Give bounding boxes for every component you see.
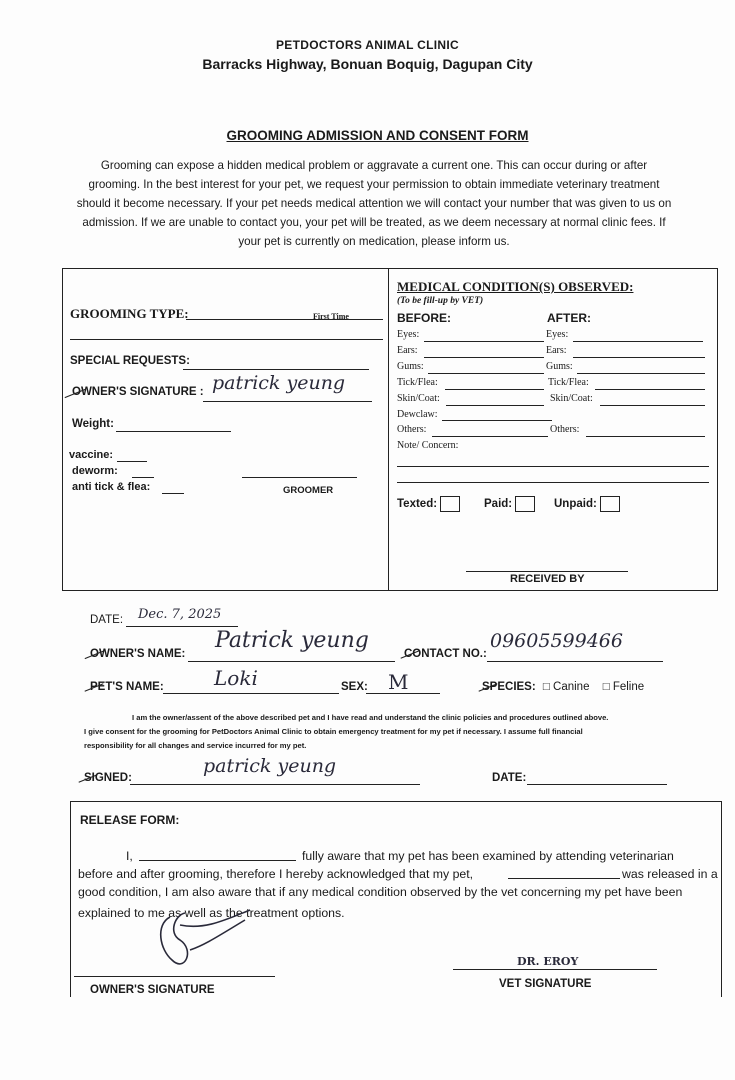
release-line-3: good condition, I am also aware that if any medical condition observed by the vet concerning my pet have been [78,885,683,899]
owner-name-field[interactable] [188,661,395,662]
before-dewclaw-field[interactable] [442,420,552,421]
clinic-name: PETDOCTORS ANIMAL CLINIC [276,38,459,52]
owner-signature-field[interactable] [203,401,372,402]
weight-label: Weight: [72,418,114,430]
vaccine-label: vaccine: [69,449,114,461]
release-line-1-suffix: fully aware that my pet has been examined by attending veterinarian [302,849,674,863]
release-line-4: explained to me as well as the treatment options. [78,906,345,920]
before-skincoat-field[interactable] [446,405,544,406]
release-owner-name-field[interactable] [139,860,296,861]
vet-signature-value: DR. EROY [517,955,579,968]
pet-name-value: Loki [214,666,258,690]
signed-value: patrick yeung [203,755,337,777]
consent-date-label: DATE: [492,772,527,784]
consent-line-1: I am the owner/assent of the above described pet and I have read and understand the clinic policies and procedures outlined above. [132,713,609,722]
species-canine-option[interactable]: □ Canine [542,681,590,693]
medical-title: MEDICAL CONDITION(S) OBSERVED: [397,279,634,294]
weight-field[interactable] [116,431,231,432]
consent-line-3: responsibility for all changes and service incurred for my pet. [84,741,307,750]
after-tickflea-field[interactable] [595,389,705,390]
before-others-label: Others: [397,424,427,435]
before-tickflea-label: Tick/Flea: [397,377,438,388]
consent-date-field[interactable] [527,784,667,785]
before-tickflea-field[interactable] [445,389,544,390]
release-line-2-prefix: before and after grooming, therefore I hereby acknowledged that my pet, [78,867,474,881]
date-label: DATE: [90,614,124,626]
paid-checkbox-group[interactable] [484,496,535,512]
after-skincoat-label: Skin/Coat: [550,393,593,404]
paid-checkbox[interactable] [515,496,535,512]
sex-label: SEX: [341,681,368,693]
contact-value: 09605599466 [490,630,623,652]
consent-line-2: I give consent for the grooming for PetDoctors Animal Clinic to obtain emergency treatment for my pet if necessary. I assume full financial [84,727,583,736]
before-gums-field[interactable] [428,373,544,374]
after-gums-label: Gums: [546,361,573,372]
before-label: BEFORE: [397,311,451,325]
intro-paragraph: Grooming can expose a hidden medical problem or aggravate a current one. This can occur during or after grooming. In the best interest for your pet, we request your permission to obtain immediate veterinary treatment should it become necessary. If your pet needs medical attention we will contact your number that was given to us on admission. If we are unable to contact you, your pet will be treated, as we deem necessary at normal clinic fees. If your pet is currently on medication, please inform us. [76,159,672,248]
grooming-type-field[interactable] [186,319,383,320]
release-owner-signature-label: OWNER'S SIGNATURE [90,984,215,996]
before-dewclaw-label: Dewclaw: [397,409,438,420]
vet-signature-line[interactable] [453,969,657,970]
after-skincoat-field[interactable] [600,405,705,406]
date-field[interactable] [126,626,238,627]
after-ears-field[interactable] [573,357,705,358]
texted-checkbox[interactable] [440,496,460,512]
unpaid-checkbox[interactable] [600,496,620,512]
after-eyes-field[interactable] [573,341,703,342]
grooming-type-field-2[interactable] [70,339,383,340]
owner-signature-scribble [150,905,270,975]
owner-name-label: OWNER'S NAME: [90,648,186,660]
medical-panel-divider [388,268,389,591]
sex-value: M [388,670,409,694]
note-line-2[interactable] [397,482,709,483]
groomer-signature-field[interactable] [242,477,357,478]
after-others-field[interactable] [586,436,705,437]
owner-signature-label: OWNER'S SIGNATURE : [72,386,204,398]
owner-signature-value: patrick yeung [212,372,346,394]
species-group [482,681,644,693]
grooming-type-label: GROOMING TYPE: [70,306,189,321]
first-time-label: First Time [313,312,349,321]
pet-name-label: PET'S NAME: [90,681,164,693]
deworm-label: deworm: [72,465,118,477]
unpaid-checkbox-group[interactable] [554,496,620,512]
after-gums-field[interactable] [577,373,705,374]
pet-name-field[interactable] [163,693,339,694]
after-tickflea-label: Tick/Flea: [548,377,589,388]
before-ears-label: Ears: [397,345,418,356]
anti-tick-field[interactable] [162,493,184,494]
unpaid-label: Unpaid: [554,498,597,511]
medical-subtitle: (To be fill-up by VET) [397,296,484,306]
special-requests-label: SPECIAL REQUESTS: [70,355,190,367]
owner-name-value: Patrick yeung [215,628,369,653]
special-requests-field[interactable] [183,369,369,370]
before-ears-field[interactable] [424,357,544,358]
before-gums-label: Gums: [397,361,424,372]
received-by-field[interactable] [466,571,628,572]
paid-label: Paid: [484,498,513,511]
contact-field[interactable] [487,661,663,662]
species-label: SPECIES: [482,681,536,693]
after-others-label: Others: [550,424,580,435]
release-line-2-suffix: was released in a [622,867,718,881]
signed-label: SIGNED: [84,772,132,784]
deworm-field[interactable] [132,477,154,478]
signed-field[interactable] [130,784,420,785]
release-vet-signature-label: VET SIGNATURE [499,978,592,990]
before-skincoat-label: Skin/Coat: [397,393,440,404]
after-label: AFTER: [547,311,591,325]
note-concern-label: Note/ Concern: [397,440,459,451]
release-line-1-prefix: I, [126,849,133,863]
groomer-label: GROOMER [283,485,334,496]
date-value: Dec. 7, 2025 [138,607,222,622]
clinic-address: Barracks Highway, Bonuan Boquig, Dagupan City [202,56,533,72]
note-line-1[interactable] [397,466,709,467]
vaccine-field[interactable] [117,461,147,462]
form-title: GROOMING ADMISSION AND CONSENT FORM [226,128,529,143]
species-feline-option[interactable]: □ Feline [602,681,645,693]
anti-tick-label: anti tick & flea: [72,481,151,493]
before-eyes-label: Eyes: [397,329,420,340]
release-pet-name-field[interactable] [508,878,620,879]
received-by-label: RECEIVED BY [510,573,585,585]
before-eyes-field[interactable] [424,341,544,342]
after-ears-label: Ears: [546,345,567,356]
before-others-field[interactable] [432,436,548,437]
after-eyes-label: Eyes: [546,329,569,340]
texted-checkbox-group[interactable] [397,496,460,512]
contact-label: CONTACT NO.: [404,648,487,660]
release-title: RELEASE FORM: [80,813,180,827]
texted-label: Texted: [397,498,438,511]
owner-signature-line[interactable] [74,976,275,977]
